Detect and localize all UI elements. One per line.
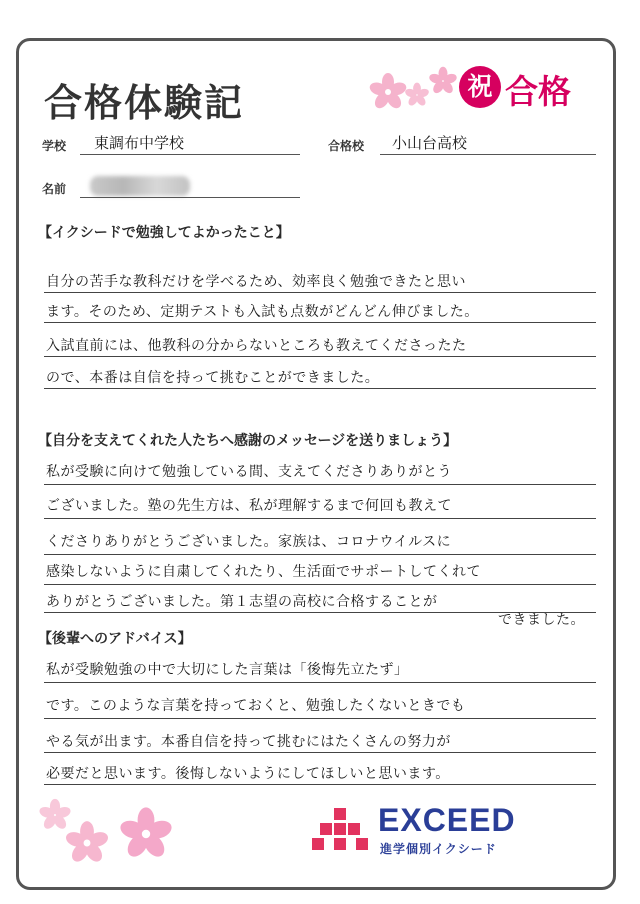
page-title: 合格体験記 [44, 81, 245, 125]
section2-rule [44, 484, 596, 485]
section2-line: ございました。塾の先生方は、私が理解するまで何回も教えて [46, 498, 452, 514]
section-heading-advice: 【後輩へのアドバイス】 [38, 631, 192, 647]
school-underline [80, 154, 300, 155]
section1-rule [44, 356, 596, 357]
section3-line: です。このような言葉を持っておくと、勉強したくないときでも [46, 698, 466, 714]
sakura-icon [404, 82, 430, 108]
sakura-icon [368, 72, 408, 112]
school-label: 学校 [42, 139, 67, 153]
exceed-logo-text: EXCEED [378, 802, 516, 838]
name-label: 名前 [42, 182, 67, 196]
section1-line: 自分の苦手な教科だけを学べるため、効率良く勉強できたと思い [46, 274, 466, 290]
section1-rule [44, 322, 596, 323]
celebration-badge: 祝 [459, 66, 501, 108]
sakura-icon [64, 820, 110, 866]
section3-rule [44, 718, 596, 719]
pass-text: 合格 [505, 72, 571, 111]
exceed-logo-icon [312, 808, 370, 854]
section1-line: ます。そのため、定期テストも入試も点数がどんどん伸びました。 [46, 304, 479, 320]
section3-rule [44, 682, 596, 683]
sakura-icon [428, 66, 458, 96]
section-heading-good-points: 【イクシードで勉強してよかったこと】 [38, 225, 290, 241]
section2-line-tail: できました。 [498, 612, 585, 628]
exceed-logo-subtitle: 進学個別イクシード [380, 842, 497, 856]
section1-rule [44, 388, 596, 389]
section2-rule [44, 554, 596, 555]
section1-rule [44, 292, 596, 293]
passed-school-label: 合格校 [328, 139, 365, 153]
section2-line: ありがとうございました。第１志望の高校に合格することが [46, 594, 438, 610]
section2-line: 私が受験に向けて勉強している間、支えてくださりありがとう [46, 464, 452, 480]
section2-line: くださりありがとうございました。家族は、コロナウイルスに [46, 534, 452, 550]
section-heading-thanks: 【自分を支えてくれた人たちへ感謝のメッセージを送りましょう】 [38, 433, 458, 449]
passed-school-value: 小山台高校 [392, 134, 468, 152]
section2-line: 感染しないように自粛してくれたり、生活面でサポートしてくれて [46, 564, 481, 580]
section2-rule [44, 584, 596, 585]
section3-line: やる気が出ます。本番自信を持って挑むにはたくさんの努力が [46, 734, 451, 750]
section3-rule [44, 784, 596, 785]
redacted-name [90, 176, 190, 196]
passed-school-underline [380, 154, 596, 155]
section2-rule [44, 518, 596, 519]
sakura-icon [118, 806, 174, 862]
section3-line: 私が受験勉強の中で大切にした言葉は「後悔先立たず」 [46, 662, 409, 678]
section3-rule [44, 752, 596, 753]
section1-line: ので、本番は自信を持って挑むことができました。 [46, 370, 380, 386]
name-underline [80, 197, 300, 198]
school-value: 東調布中学校 [94, 134, 185, 152]
section3-line: 必要だと思います。後悔しないようにしてほしいと思います。 [46, 766, 450, 782]
section1-line: 入試直前には、他教科の分からないところも教えてくださったた [46, 338, 467, 354]
